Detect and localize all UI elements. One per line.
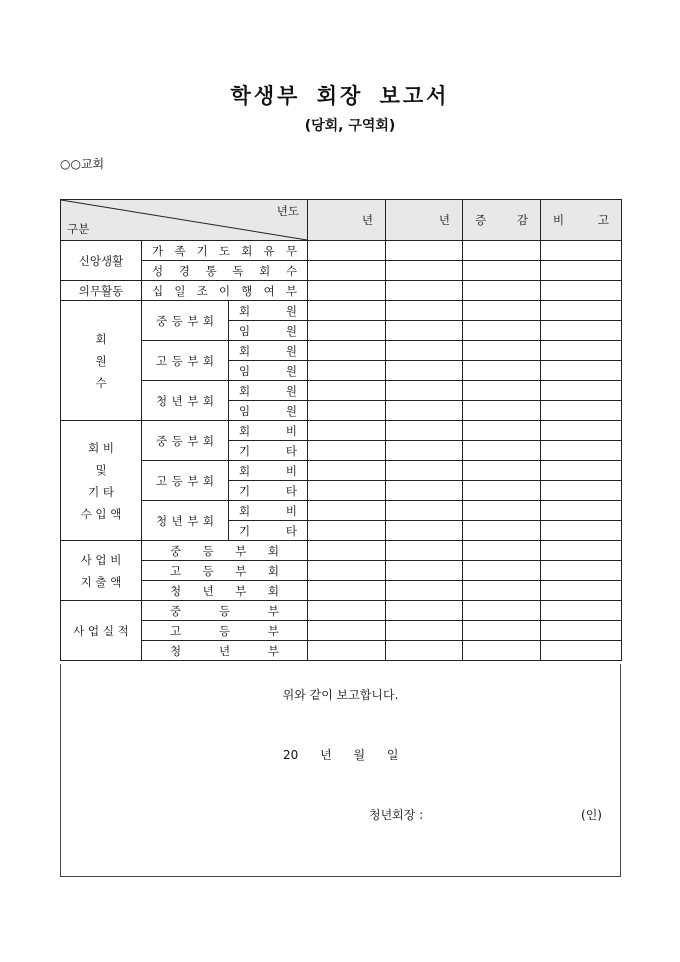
item-member-text: 회 원 — [239, 303, 298, 318]
data-cell[interactable] — [463, 401, 541, 421]
data-cell[interactable] — [308, 321, 386, 341]
data-cell[interactable] — [541, 561, 622, 581]
dept-high-text: 고 등 부 회 — [156, 473, 214, 488]
table-row — [61, 581, 622, 601]
data-cell[interactable] — [386, 361, 463, 381]
item-officer-text: 임 원 — [239, 363, 298, 378]
item-officer — [229, 401, 308, 421]
data-cell[interactable] — [308, 541, 386, 561]
section-results-text: 사 업 실 적 — [73, 623, 129, 638]
data-cell[interactable] — [386, 421, 463, 441]
dept-high — [142, 341, 229, 381]
data-cell[interactable] — [308, 521, 386, 541]
row-bible-reading — [142, 261, 308, 281]
data-cell[interactable] — [386, 241, 463, 261]
dept-middle — [142, 421, 229, 461]
data-cell[interactable] — [463, 461, 541, 481]
item-other-text: 기 타 — [239, 443, 298, 458]
data-cell[interactable] — [463, 281, 541, 301]
data-cell[interactable] — [308, 281, 386, 301]
data-cell[interactable] — [308, 361, 386, 381]
data-cell[interactable] — [386, 561, 463, 581]
page-subtitle: (당회, 구역회) — [304, 118, 396, 134]
church-name: ○○교회 — [60, 157, 105, 171]
report-date: 20 년 월 일 — [283, 748, 399, 762]
data-cell[interactable] — [386, 521, 463, 541]
data-cell[interactable] — [541, 581, 622, 601]
item-other-text: 기 타 — [239, 483, 298, 498]
item-officer — [229, 361, 308, 381]
data-cell[interactable] — [463, 421, 541, 441]
item-other — [229, 441, 308, 461]
data-cell[interactable] — [308, 381, 386, 401]
data-cell[interactable] — [386, 581, 463, 601]
item-fee-text: 회 비 — [239, 423, 298, 438]
data-cell[interactable] — [541, 341, 622, 361]
data-cell[interactable] — [541, 321, 622, 341]
section-income — [61, 421, 142, 541]
data-cell[interactable] — [541, 381, 622, 401]
data-cell[interactable] — [541, 301, 622, 321]
item-member — [229, 381, 308, 401]
dept-middle-text: 중 등 부 회 — [156, 433, 214, 448]
header-change: 증 감 — [463, 200, 541, 241]
data-cell[interactable] — [386, 381, 463, 401]
data-cell[interactable] — [541, 441, 622, 461]
item-officer — [229, 321, 308, 341]
section-faith-text: 신앙생활 — [78, 253, 124, 268]
data-cell[interactable] — [541, 421, 622, 441]
results-high — [142, 621, 308, 641]
data-cell[interactable] — [463, 641, 541, 661]
table-row — [61, 261, 622, 281]
table-row — [61, 601, 622, 621]
data-cell[interactable] — [463, 361, 541, 381]
section-results — [61, 601, 142, 661]
section-duty-text: 의무활동 — [78, 283, 124, 298]
data-cell[interactable] — [308, 401, 386, 421]
item-member-text: 회 원 — [239, 383, 298, 398]
item-other — [229, 481, 308, 501]
table-row — [61, 301, 622, 321]
section-members-text: 회 원 수 — [95, 331, 107, 390]
data-cell[interactable] — [541, 521, 622, 541]
item-fee — [229, 421, 308, 441]
data-cell[interactable] — [386, 541, 463, 561]
data-cell[interactable] — [308, 561, 386, 581]
data-cell[interactable] — [308, 421, 386, 441]
item-other-text: 기 타 — [239, 523, 298, 538]
dept-high-text: 고 등 부 회 — [156, 353, 214, 368]
data-cell[interactable] — [463, 441, 541, 461]
section-duty — [61, 281, 142, 301]
dept-youth-text: 청 년 부 회 — [156, 393, 214, 408]
data-cell[interactable] — [386, 481, 463, 501]
data-cell[interactable] — [463, 501, 541, 521]
results-youth-text: 청 년 부 — [170, 643, 280, 658]
data-cell[interactable] — [463, 481, 541, 501]
data-cell[interactable] — [308, 501, 386, 521]
section-members — [61, 301, 142, 421]
row-bible-reading-text: 성 경 통 독 회 수 — [152, 263, 298, 278]
item-member — [229, 341, 308, 361]
table-row — [61, 541, 622, 561]
section-faith — [61, 241, 142, 281]
data-cell[interactable] — [308, 641, 386, 661]
table-row — [61, 501, 622, 521]
seal-mark: (인) — [581, 808, 602, 822]
data-cell[interactable] — [541, 401, 622, 421]
header-year-2: 년 — [386, 200, 463, 241]
data-cell[interactable] — [386, 601, 463, 621]
table-row — [61, 381, 622, 401]
data-cell[interactable] — [386, 461, 463, 481]
data-cell[interactable] — [386, 301, 463, 321]
data-cell[interactable] — [463, 261, 541, 281]
item-member-text: 회 원 — [239, 343, 298, 358]
dept-youth — [142, 501, 229, 541]
results-middle — [142, 601, 308, 621]
header-remarks: 비 고 — [541, 200, 622, 241]
page-title: 학생부 회장 보고서 — [230, 83, 450, 108]
item-other — [229, 521, 308, 541]
data-cell[interactable] — [463, 241, 541, 261]
category-label: 구분 — [67, 222, 90, 236]
data-cell[interactable] — [463, 381, 541, 401]
expense-middle — [142, 541, 308, 561]
item-fee-text: 회 비 — [239, 503, 298, 518]
data-cell[interactable] — [541, 541, 622, 561]
data-cell[interactable] — [541, 281, 622, 301]
table-row — [61, 461, 622, 481]
table-row — [61, 341, 622, 361]
expense-middle-text: 중 등 부 회 — [170, 543, 280, 558]
item-officer-text: 임 원 — [239, 323, 298, 338]
data-cell[interactable] — [386, 261, 463, 281]
data-cell[interactable] — [308, 621, 386, 641]
row-tithe — [142, 281, 308, 301]
data-cell[interactable] — [541, 501, 622, 521]
dept-middle — [142, 301, 229, 341]
header-year-1: 년 — [308, 200, 386, 241]
data-cell[interactable] — [308, 301, 386, 321]
data-cell[interactable] — [463, 521, 541, 541]
data-cell[interactable] — [308, 601, 386, 621]
expense-high — [142, 561, 308, 581]
data-cell[interactable] — [386, 401, 463, 421]
data-cell[interactable] — [386, 341, 463, 361]
data-cell[interactable] — [308, 241, 386, 261]
data-cell[interactable] — [308, 261, 386, 281]
row-tithe-text: 십 일 조 이 행 여 부 — [152, 283, 298, 298]
data-cell[interactable] — [541, 621, 622, 641]
data-cell[interactable] — [386, 621, 463, 641]
signer-label: 청년회장 : — [369, 808, 424, 822]
dept-high — [142, 461, 229, 501]
table-row — [61, 621, 622, 641]
table-row — [61, 641, 622, 661]
data-cell[interactable] — [541, 461, 622, 481]
dept-youth-text: 청 년 부 회 — [156, 513, 214, 528]
year-label: 년도 — [276, 204, 300, 218]
data-cell[interactable] — [463, 341, 541, 361]
report-statement: 위와 같이 보고합니다. — [282, 688, 399, 702]
section-expense — [61, 541, 142, 601]
data-cell[interactable] — [308, 441, 386, 461]
item-member — [229, 301, 308, 321]
data-cell[interactable] — [463, 581, 541, 601]
data-cell[interactable] — [463, 301, 541, 321]
item-fee — [229, 501, 308, 521]
data-cell[interactable] — [386, 441, 463, 461]
item-fee-text: 회 비 — [239, 463, 298, 478]
report-table — [60, 199, 622, 661]
data-cell[interactable] — [541, 261, 622, 281]
data-cell[interactable] — [541, 241, 622, 261]
data-cell[interactable] — [308, 341, 386, 361]
header-row — [61, 200, 622, 241]
data-cell[interactable] — [308, 481, 386, 501]
dept-middle-text: 중 등 부 회 — [156, 313, 214, 328]
item-officer-text: 임 원 — [239, 403, 298, 418]
dept-youth — [142, 381, 229, 421]
data-cell[interactable] — [386, 281, 463, 301]
data-cell[interactable] — [463, 541, 541, 561]
table-row — [61, 241, 622, 261]
data-cell[interactable] — [463, 601, 541, 621]
data-cell[interactable] — [386, 321, 463, 341]
section-income-text: 회 비 및 기 타 수 입 액 — [80, 440, 122, 521]
header-diagonal-cell — [61, 200, 308, 241]
row-family-prayer-text: 가 족 기 도 회 유 무 — [152, 243, 298, 258]
report-footer — [60, 664, 621, 877]
data-cell[interactable] — [541, 361, 622, 381]
results-high-text: 고 등 부 — [170, 623, 280, 638]
results-middle-text: 중 등 부 — [170, 603, 280, 618]
item-fee — [229, 461, 308, 481]
expense-youth-text: 청 년 부 회 — [170, 583, 280, 598]
expense-high-text: 고 등 부 회 — [170, 563, 280, 578]
expense-youth — [142, 581, 308, 601]
table-row — [61, 281, 622, 301]
results-youth — [142, 641, 308, 661]
data-cell[interactable] — [308, 461, 386, 481]
data-cell[interactable] — [463, 561, 541, 581]
data-cell[interactable] — [386, 641, 463, 661]
section-expense-text: 사 업 비 지 출 액 — [80, 552, 122, 589]
row-family-prayer — [142, 241, 308, 261]
data-cell[interactable] — [308, 581, 386, 601]
table-row — [61, 421, 622, 441]
data-cell[interactable] — [541, 481, 622, 501]
data-cell[interactable] — [386, 501, 463, 521]
data-cell[interactable] — [541, 641, 622, 661]
data-cell[interactable] — [541, 601, 622, 621]
data-cell[interactable] — [463, 321, 541, 341]
data-cell[interactable] — [463, 621, 541, 641]
table-row — [61, 561, 622, 581]
